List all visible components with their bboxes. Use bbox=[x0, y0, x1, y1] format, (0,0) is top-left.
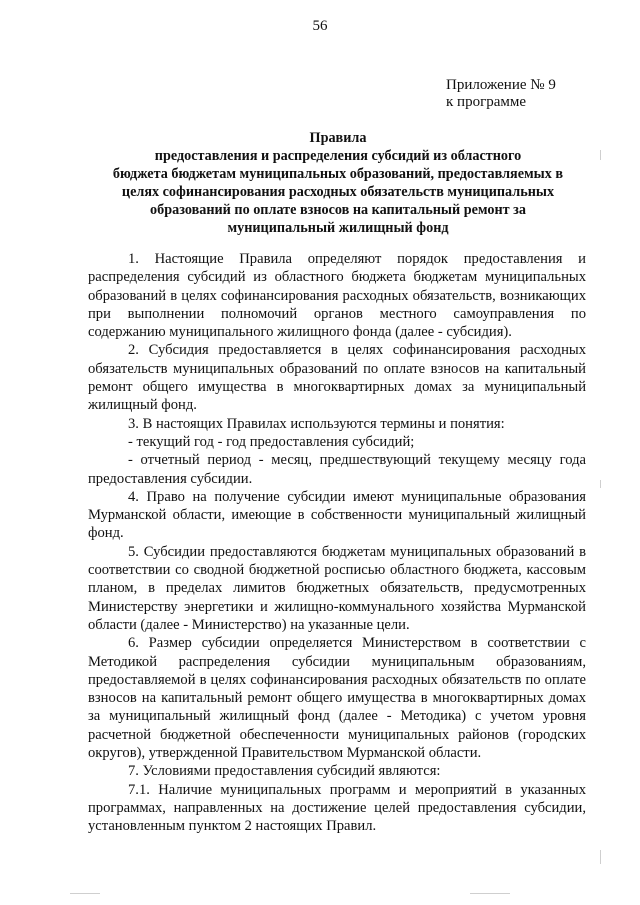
term-reporting-period: - отчетный период - месяц, предшествующий текущему месяцу года предоставления субсидии. bbox=[88, 452, 586, 487]
document-body bbox=[88, 250, 586, 836]
paragraph-6: 6. Размер субсидии определяется Министерством в соответствии с Методикой распределения субсидии муниципальным образованиям, предоставляемой в целях софинансирования расходных обязательств по оплате взносов на капитальный ремонт общего имущества в многоквартирных домах за муниципальный жилищный фонд (далее - Методика) с учетом уровня расчетной бюджетной обеспеченности муниципальных районов (городских округов), утвержденной Правительством Мурманской области. bbox=[88, 635, 586, 762]
title-line: бюджета бюджетам муниципальных образований, предоставляемых в bbox=[112, 166, 564, 182]
paragraph-1: 1. Настоящие Правила определяют порядок предоставления и распределения субсидий из областного бюджета бюджетам муниципальных образований в целях софинансирования расходных обязательств, возникающих при выполнении полномочий органов местного самоуправления по содержанию муниципального жилищного фонда (далее - субсидия). bbox=[88, 251, 586, 341]
appendix-program: к программе bbox=[446, 94, 527, 110]
appendix-number: Приложение № 9 bbox=[446, 77, 556, 93]
scan-mark bbox=[470, 893, 510, 894]
scan-mark bbox=[70, 893, 100, 894]
title-line: целях софинансирования расходных обязательств муниципальных bbox=[121, 184, 555, 200]
title-line: образований по оплате взносов на капитальный ремонт за bbox=[150, 202, 526, 218]
title-line: муниципальный жилищный фонд bbox=[227, 220, 449, 236]
paragraph-3: 3. В настоящих Правилах используются термины и понятия: bbox=[128, 415, 505, 432]
title-line: Правила bbox=[309, 130, 367, 146]
scan-mark bbox=[600, 150, 601, 160]
paragraph-7-1: 7.1. Наличие муниципальных программ и мероприятий в указанных программах, направленных на достижение целей предоставления субсидии, установленным пунктом 2 настоящих Правил. bbox=[88, 781, 586, 835]
appendix-note bbox=[446, 77, 556, 111]
paragraph-2: 2. Субсидия предоставляется в целях софинансирования расходных обязательств муниципальных образований по оплате взносов на капитальный ремонт общего имущества в многоквартирных домах за муниципальный жилищный фонд. bbox=[88, 342, 586, 414]
paragraph-5: 5. Субсидии предоставляются бюджетам муниципальных образований в соответствии со сводной бюджетной росписью областного бюджета, кассовым планом, в пределах лимитов бюджетных обязательств, предусмотренных Министерству энергетики и жилищно-коммунального хозяйства Мурманской области (далее - Министерство) на указанные цели. bbox=[88, 543, 586, 633]
scan-mark bbox=[600, 480, 601, 488]
term-current-year: - текущий год - год предоставления субсидий; bbox=[128, 433, 415, 450]
paragraph-4: 4. Право на получение субсидии имеют муниципальные образования Мурманской области, имеющие в собственности муниципальный жилищный фонд. bbox=[88, 488, 586, 542]
title-line: предоставления и распределения субсидий из областного bbox=[154, 148, 522, 164]
scan-mark bbox=[600, 850, 601, 864]
paragraph-7: 7. Условиями предоставления субсидий являются: bbox=[128, 763, 441, 780]
page-number: 56 bbox=[312, 18, 328, 34]
document-title bbox=[88, 129, 588, 237]
